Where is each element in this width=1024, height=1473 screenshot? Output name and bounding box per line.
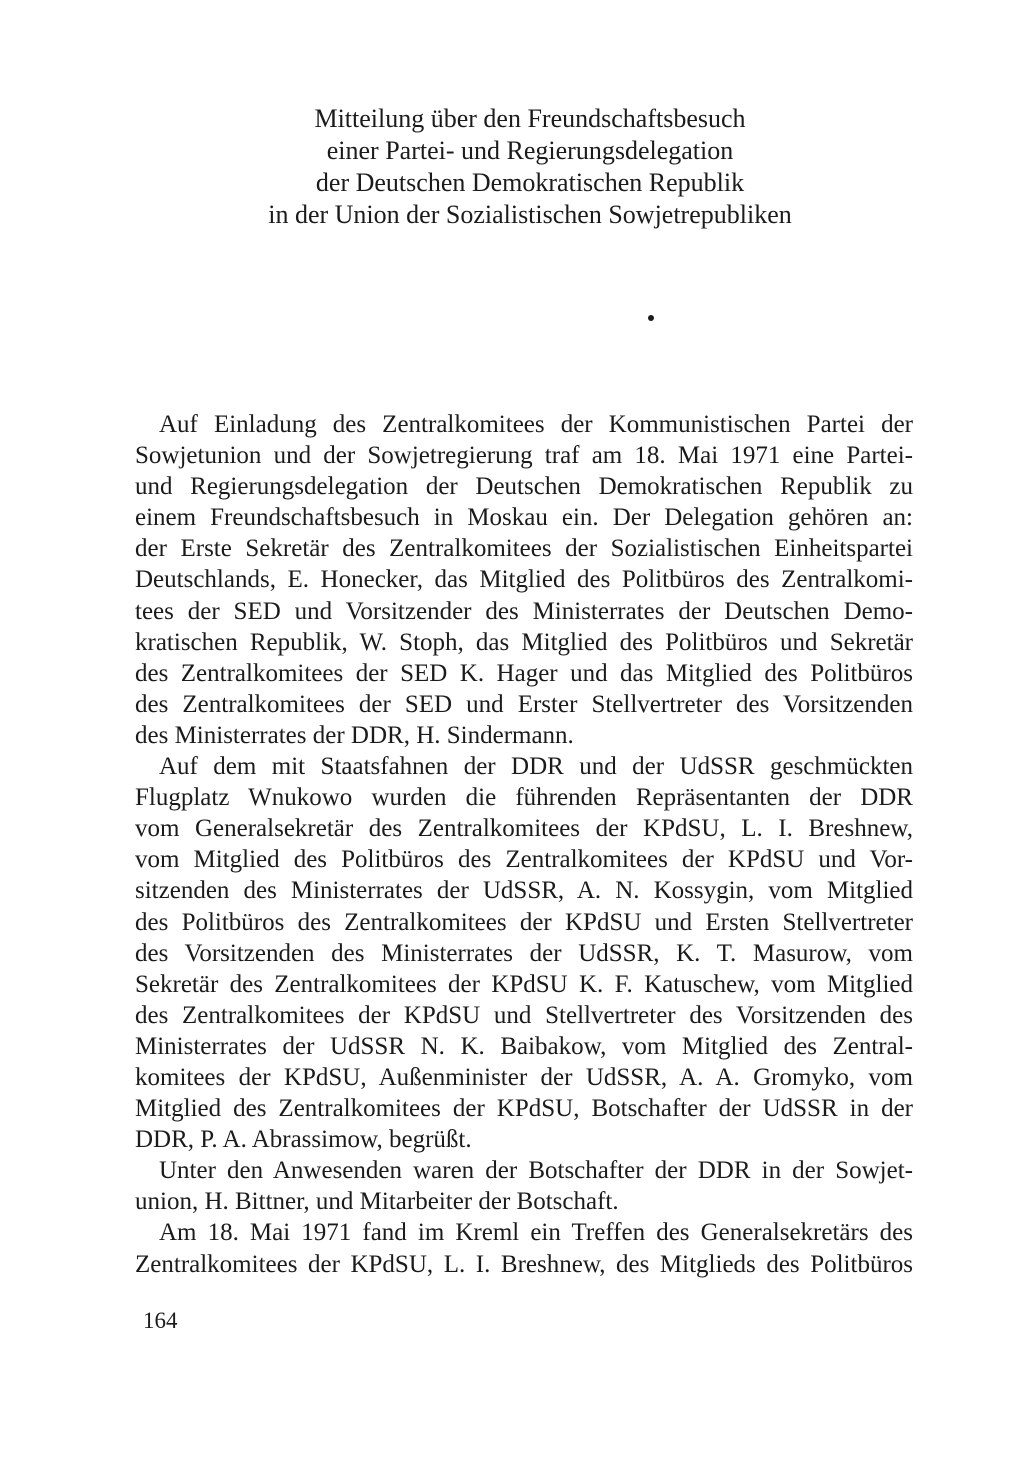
text-line: Auf Einladung des Zentralkomitees der Kommunistischen Partei der	[159, 411, 913, 438]
text-line: Flugplatz Wnukowo wurden die führenden Repräsentanten der DDR	[135, 784, 913, 812]
text-line: des Vorsitzenden des Ministerrates der UdSSR, K. T. Masurow, vom	[135, 939, 913, 967]
text-line: einem Freundschaftsbesuch in Moskau ein. Der Delegation gehören an:	[135, 504, 913, 532]
title-line: in der Union der Sozialistischen Sowjetrepubliken	[268, 200, 792, 229]
body-text	[135, 409, 913, 1280]
section-dot-ornament	[648, 315, 654, 321]
text-line: vom Generalsekretär des Zentralkomitees der KPdSU, L. I. Breshnew,	[135, 815, 913, 843]
text-line: kratischen Republik, W. Stoph, das Mitglied des Politbüros und Sekretär	[135, 628, 913, 656]
text-line: Am 18. Mai 1971 fand im Kreml ein Treffen des Generalsekretärs des	[159, 1219, 913, 1247]
text-line: Sowjetunion und der Sowjetregierung traf am 18. Mai 1971 eine Partei-	[135, 442, 913, 470]
text-line: des Zentralkomitees der SED K. Hager und das Mitglied des Politbüros	[135, 659, 913, 687]
title-line: Mitteilung über den Freundschaftsbesuch	[314, 104, 746, 133]
text-line: der Erste Sekretär des Zentralkomitees der Sozialistischen Einheitspartei	[135, 535, 913, 563]
text-line: vom Mitglied des Politbüros des Zentralkomitees der KPdSU und Vor-	[135, 846, 913, 874]
text-line: des Politbüros des Zentralkomitees der KPdSU und Ersten Stellvertreter	[135, 908, 913, 936]
paragraph-1	[135, 409, 913, 751]
text-line: Auf dem mit Staatsfahnen der DDR und der UdSSR geschmückten	[159, 753, 913, 781]
text-line: Sekretär des Zentralkomitees der KPdSU K. F. Katuschew, vom Mitglied	[135, 970, 913, 998]
text-line: Deutschlands, E. Honecker, das Mitglied des Politbüros des Zentralkomi-	[135, 566, 913, 594]
text-line: DDR, P. A. Abrassimow, begrüßt.	[135, 1126, 472, 1154]
text-line: Zentralkomitees der KPdSU, L. I. Breshnew, des Mitglieds des Politbüros	[135, 1250, 913, 1278]
text-line: sitzenden des Ministerrates der UdSSR, A. N. Kossygin, vom Mitglied	[135, 877, 913, 905]
paragraph-3	[135, 1155, 913, 1217]
text-line: und Regierungsdelegation der Deutschen Demokratischen Republik zu	[135, 473, 913, 501]
text-line: Unter den Anwesenden waren der Botschafter der DDR in der Sowjet-	[159, 1157, 913, 1185]
text-line: Mitglied des Zentralkomitees der KPdSU, Botschafter der UdSSR in der	[135, 1095, 913, 1123]
document-title	[180, 103, 880, 231]
text-line: des Zentralkomitees der SED und Erster Stellvertreter des Vorsitzenden	[135, 690, 913, 718]
text-line: komitees der KPdSU, Außenminister der UdSSR, A. A. Gromyko, vom	[135, 1063, 913, 1091]
page-number: 164	[143, 1308, 178, 1333]
paragraph-4	[135, 1217, 913, 1279]
text-line: Ministerrates der UdSSR N. K. Baibakow, vom Mitglied des Zentral-	[135, 1032, 913, 1060]
text-line: des Zentralkomitees der KPdSU und Stellvertreter des Vorsitzenden des	[135, 1001, 913, 1029]
paragraph-2	[135, 751, 913, 1155]
text-line: union, H. Bittner, und Mitarbeiter der Botschaft.	[135, 1188, 619, 1216]
title-line: einer Partei- und Regierungsdelegation	[326, 136, 734, 165]
text-line: tees der SED und Vorsitzender des Ministerrates der Deutschen Demo-	[135, 597, 913, 625]
title-line: der Deutschen Demokratischen Republik	[315, 168, 745, 197]
text-line: des Ministerrates der DDR, H. Sindermann.	[135, 721, 574, 749]
